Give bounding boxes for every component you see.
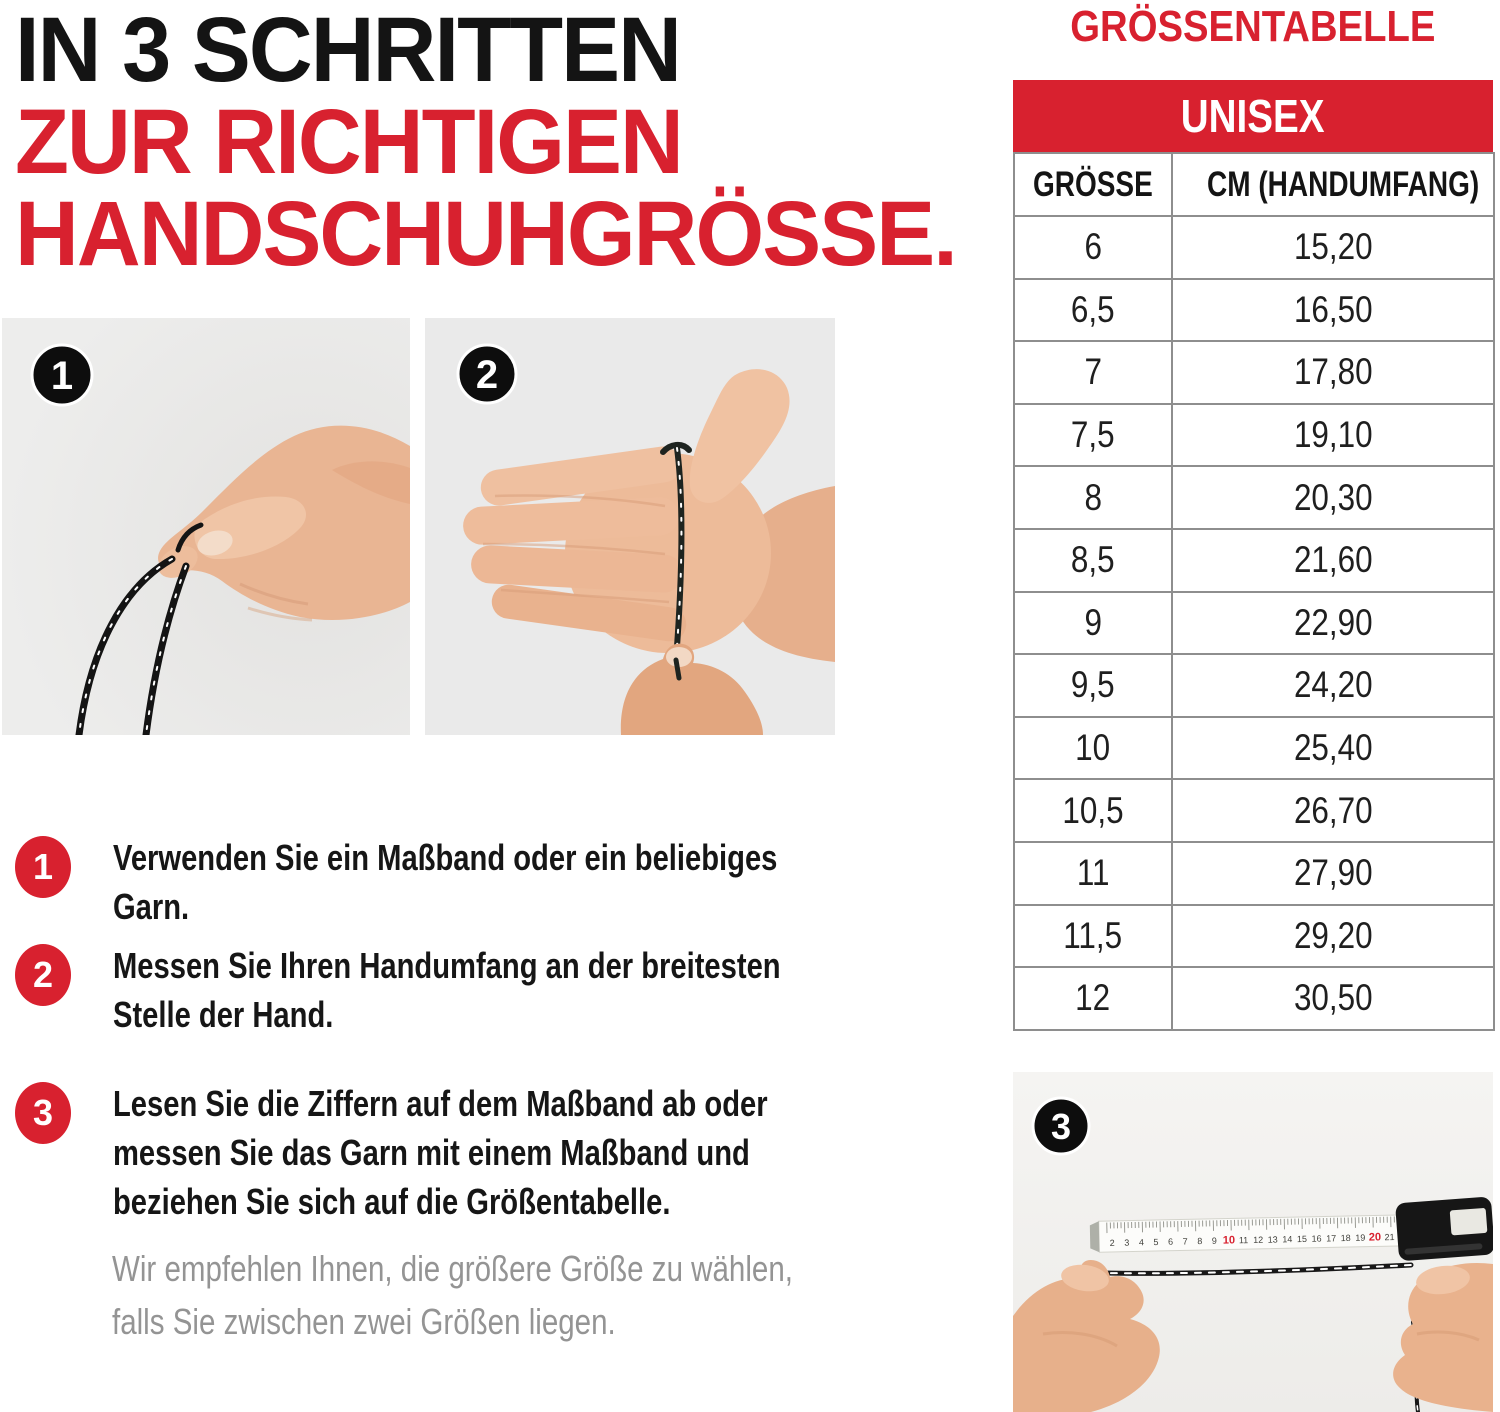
cm-cell: 17,80	[1172, 341, 1494, 404]
step1-badge	[15, 836, 71, 898]
tape-case	[1395, 1196, 1493, 1261]
page-title-line3: HANDSCHUHGRÖSSE.	[15, 183, 956, 285]
svg-text:5: 5	[1153, 1236, 1159, 1248]
svg-text:19: 19	[1355, 1232, 1366, 1243]
table-row	[1014, 842, 1494, 905]
svg-text:17: 17	[1326, 1233, 1337, 1244]
cm-cell: 27,90	[1172, 842, 1494, 905]
size-cell: 10,5	[1014, 779, 1172, 842]
table-row	[1014, 779, 1494, 842]
size-cell: 11,5	[1014, 905, 1172, 968]
table-row	[1014, 592, 1494, 655]
table-row	[1014, 404, 1494, 467]
cm-cell: 24,20	[1172, 654, 1494, 717]
table-row	[1014, 341, 1494, 404]
svg-text:18: 18	[1340, 1232, 1351, 1244]
svg-text:12: 12	[1253, 1234, 1264, 1245]
size-cell: 7	[1014, 341, 1172, 404]
cm-cell: 21,60	[1172, 529, 1494, 592]
cm-cell: 30,50	[1172, 967, 1494, 1030]
step3-text: Lesen Sie die Ziffern auf dem Maßband ab oder messen Sie das Garn mit einem Maßband und beziehen Sie sich auf die Größentabelle.	[113, 1083, 768, 1222]
size-cell: 6	[1014, 216, 1172, 279]
photo1-badge-number: 1	[50, 354, 74, 398]
size-cell: 6,5	[1014, 279, 1172, 342]
page-title	[15, 0, 995, 285]
size-table-unisex-band: UNISEX	[1013, 80, 1493, 152]
page-title-line2: ZUR RICHTIGEN	[15, 91, 682, 193]
size-cell: 11	[1014, 842, 1172, 905]
size-cell: 10	[1014, 717, 1172, 780]
table-row	[1014, 967, 1494, 1030]
column-header-cm: CM (HANDUMFANG)	[1172, 153, 1494, 216]
svg-text:14: 14	[1282, 1234, 1293, 1245]
table-row	[1014, 279, 1494, 342]
step2-number: 2	[32, 954, 54, 995]
photo-step2-measure-palm	[425, 318, 835, 735]
photo2-badge-number: 2	[475, 353, 499, 397]
photo3-badge-number: 3	[1050, 1106, 1072, 1147]
step3-number: 3	[32, 1092, 54, 1133]
size-table-header-row	[1014, 153, 1494, 216]
table-row	[1014, 529, 1494, 592]
photo1-number-badge	[32, 345, 92, 405]
table-row	[1014, 216, 1494, 279]
svg-text:4: 4	[1138, 1237, 1145, 1248]
size-table	[1013, 152, 1495, 1031]
cm-cell: 22,90	[1172, 592, 1494, 655]
svg-text:2: 2	[1109, 1237, 1115, 1249]
size-cell: 12	[1014, 967, 1172, 1030]
size-cell: 8,5	[1014, 529, 1172, 592]
size-cell: 9	[1014, 592, 1172, 655]
table-row	[1014, 654, 1494, 717]
page-title-line1: IN 3 SCHRITTEN	[15, 0, 681, 101]
svg-text:8: 8	[1197, 1236, 1203, 1247]
svg-text:21: 21	[1384, 1232, 1395, 1243]
step1-number: 1	[32, 846, 54, 887]
photo-step3-tape-measure	[1013, 1072, 1493, 1412]
size-table-title: GRÖSSENTABELLE	[1070, 2, 1436, 51]
size-cell: 9,5	[1014, 654, 1172, 717]
photo2-number-badge	[458, 345, 516, 403]
cm-cell: 15,20	[1172, 216, 1494, 279]
cm-cell: 26,70	[1172, 779, 1494, 842]
svg-text:16: 16	[1311, 1233, 1322, 1244]
table-row	[1014, 905, 1494, 968]
step1-text: Verwenden Sie ein Maßband oder ein beliebiges Garn.	[113, 837, 778, 927]
svg-text:6: 6	[1167, 1236, 1174, 1247]
table-row	[1014, 717, 1494, 780]
svg-text:9: 9	[1211, 1235, 1217, 1246]
svg-text:11: 11	[1238, 1235, 1249, 1246]
step2-text: Messen Sie Ihren Handumfang an der breitesten Stelle der Hand.	[113, 945, 781, 1035]
svg-text:13: 13	[1267, 1234, 1278, 1245]
svg-text:20: 20	[1368, 1231, 1382, 1244]
svg-text:10: 10	[1222, 1234, 1236, 1247]
cm-cell: 25,40	[1172, 717, 1494, 780]
step3-badge	[15, 1082, 71, 1144]
svg-text:3: 3	[1124, 1237, 1130, 1248]
photo-step1-hold-yarn	[2, 318, 410, 735]
cm-cell: 19,10	[1172, 404, 1494, 467]
photo1-illustration	[2, 318, 410, 735]
cm-cell: 29,20	[1172, 905, 1494, 968]
column-header-groesse: GRÖSSE	[1014, 153, 1172, 216]
svg-text:7: 7	[1182, 1236, 1188, 1247]
step2-badge	[15, 944, 71, 1006]
photo3-number-badge	[1033, 1098, 1089, 1154]
table-row	[1014, 466, 1494, 529]
photo2-illustration	[425, 318, 835, 735]
tape-hook	[1090, 1221, 1100, 1252]
size-cell: 7,5	[1014, 404, 1172, 467]
size-recommendation-note: Wir empfehlen Ihnen, die größere Größe zu wählen, falls Sie zwischen zwei Größen liegen.	[112, 1248, 793, 1342]
size-cell: 8	[1014, 466, 1172, 529]
svg-text:15: 15	[1296, 1233, 1308, 1245]
photo3-illustration	[1013, 1072, 1493, 1412]
cm-cell: 20,30	[1172, 466, 1494, 529]
cm-cell: 16,50	[1172, 279, 1494, 342]
